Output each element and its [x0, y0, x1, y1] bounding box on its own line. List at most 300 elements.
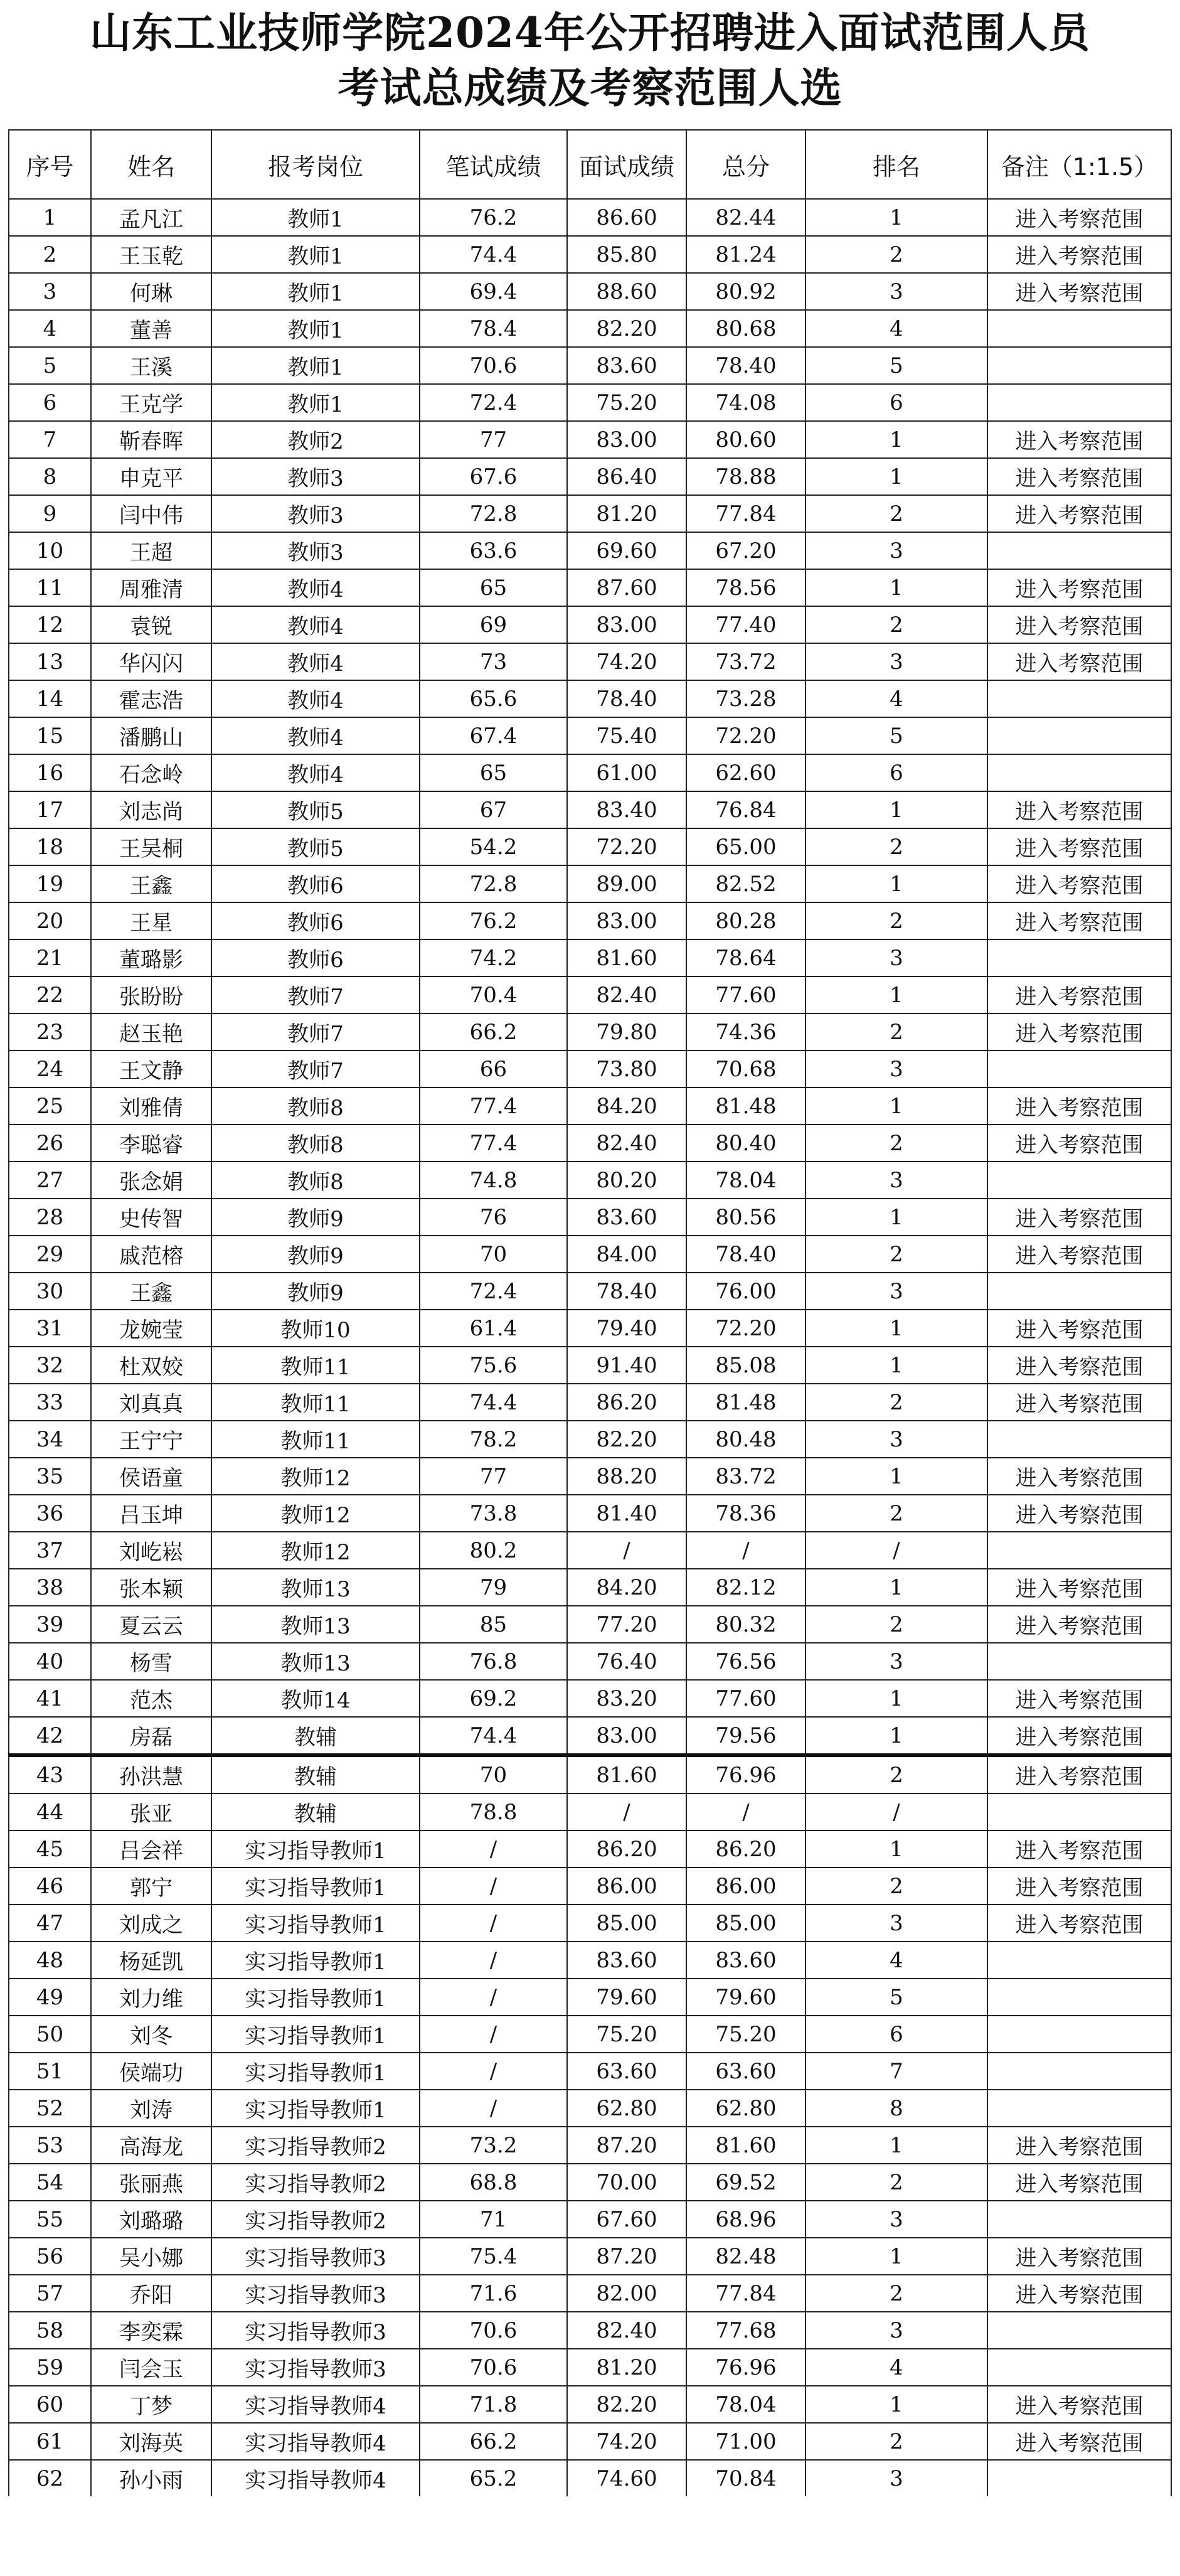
cell-rank: 2: [805, 236, 987, 273]
cell-rank: 1: [805, 421, 987, 458]
cell-rank: /: [805, 1793, 987, 1830]
cell-seq: 41: [9, 1680, 91, 1717]
cell-position: 教师4: [211, 569, 420, 606]
cell-total: 81.24: [686, 236, 805, 273]
table-row: [9, 865, 1171, 902]
cell-total: 78.40: [686, 347, 805, 384]
cell-position: 教辅: [211, 1793, 420, 1830]
cell-remark: [987, 2053, 1171, 2090]
cell-written-score: 61.4: [420, 1310, 567, 1347]
cell-rank: 3: [805, 1162, 987, 1199]
cell-written-score: 78.4: [420, 310, 567, 347]
cell-rank: 2: [805, 1013, 987, 1050]
cell-seq: 45: [9, 1830, 91, 1868]
cell-written-score: 67: [420, 791, 567, 828]
cell-written-score: /: [420, 1905, 567, 1942]
cell-position: 教师10: [211, 1310, 420, 1347]
cell-rank: 2: [805, 2164, 987, 2201]
cell-seq: 55: [9, 2201, 91, 2238]
cell-interview-score: 69.60: [567, 532, 686, 569]
cell-rank: 1: [805, 458, 987, 495]
table-row: [9, 1979, 1171, 2016]
table-row: [9, 2349, 1171, 2386]
cell-name: 王星: [91, 902, 211, 939]
cell-written-score: 72.8: [420, 495, 567, 532]
table-row: [9, 2386, 1171, 2423]
cell-written-score: 76.2: [420, 199, 567, 236]
cell-total: 78.04: [686, 1162, 805, 1199]
cell-name: 吕会祥: [91, 1830, 211, 1868]
cell-seq: 29: [9, 1236, 91, 1273]
cell-seq: 18: [9, 828, 91, 865]
table-row: [9, 532, 1171, 569]
cell-rank: 2: [805, 495, 987, 532]
cell-written-score: 71: [420, 2201, 567, 2238]
cell-name: 刘力维: [91, 1979, 211, 2016]
cell-seq: 62: [9, 2460, 91, 2496]
header-seq: 序号: [9, 130, 91, 199]
cell-name: 夏云云: [91, 1606, 211, 1643]
cell-remark: 进入考察范围: [987, 865, 1171, 902]
cell-interview-score: 80.20: [567, 1162, 686, 1199]
cell-rank: 2: [805, 2275, 987, 2312]
table-row: [9, 1088, 1171, 1125]
cell-remark: 进入考察范围: [987, 1199, 1171, 1236]
cell-written-score: 73: [420, 643, 567, 680]
cell-seq: 35: [9, 1458, 91, 1495]
cell-written-score: 70: [420, 1755, 567, 1793]
cell-total: 80.92: [686, 273, 805, 310]
header-total: 总分: [686, 130, 805, 199]
cell-remark: 进入考察范围: [987, 976, 1171, 1013]
cell-seq: 49: [9, 1979, 91, 2016]
cell-rank: 3: [805, 643, 987, 680]
cell-rank: 1: [805, 1569, 987, 1606]
cell-name: 刘海英: [91, 2423, 211, 2460]
cell-name: 潘鹏山: [91, 717, 211, 754]
cell-written-score: 66: [420, 1050, 567, 1088]
cell-remark: 进入考察范围: [987, 495, 1171, 532]
cell-name: 刘璐璐: [91, 2201, 211, 2238]
cell-seq: 2: [9, 236, 91, 273]
cell-position: 教师3: [211, 495, 420, 532]
cell-rank: 3: [805, 2312, 987, 2349]
table-row: [9, 2016, 1171, 2053]
cell-written-score: 54.2: [420, 828, 567, 865]
cell-total: 76.84: [686, 791, 805, 828]
cell-rank: 2: [805, 1606, 987, 1643]
cell-interview-score: 91.40: [567, 1347, 686, 1384]
cell-remark: 进入考察范围: [987, 1458, 1171, 1495]
cell-seq: 60: [9, 2386, 91, 2423]
cell-interview-score: 70.00: [567, 2164, 686, 2201]
cell-interview-score: 81.20: [567, 2349, 686, 2386]
cell-position: 实习指导教师3: [211, 2312, 420, 2349]
cell-written-score: 66.2: [420, 2423, 567, 2460]
cell-remark: [987, 1942, 1171, 1979]
cell-rank: 5: [805, 1979, 987, 2016]
cell-position: 教师5: [211, 828, 420, 865]
cell-total: 78.40: [686, 1236, 805, 1273]
cell-position: 教师9: [211, 1236, 420, 1273]
cell-interview-score: 82.20: [567, 2386, 686, 2423]
cell-rank: 2: [805, 828, 987, 865]
cell-written-score: 77: [420, 1458, 567, 1495]
cell-position: 教师8: [211, 1125, 420, 1162]
cell-position: 实习指导教师1: [211, 1979, 420, 2016]
table-row: [9, 1532, 1171, 1569]
cell-remark: [987, 680, 1171, 717]
cell-seq: 31: [9, 1310, 91, 1347]
cell-total: 79.60: [686, 1979, 805, 2016]
cell-position: 教师12: [211, 1495, 420, 1532]
cell-interview-score: 83.60: [567, 347, 686, 384]
cell-remark: 进入考察范围: [987, 791, 1171, 828]
cell-name: 刘雅倩: [91, 1088, 211, 1125]
cell-written-score: 80.2: [420, 1532, 567, 1569]
cell-name: 刘冬: [91, 2016, 211, 2053]
cell-total: 74.08: [686, 384, 805, 421]
header-name: 姓名: [91, 130, 211, 199]
cell-interview-score: 75.20: [567, 384, 686, 421]
cell-remark: 进入考察范围: [987, 2238, 1171, 2275]
cell-written-score: 66.2: [420, 1013, 567, 1050]
cell-total: 74.36: [686, 1013, 805, 1050]
cell-seq: 50: [9, 2016, 91, 2053]
cell-total: 80.28: [686, 902, 805, 939]
cell-name: 张本颖: [91, 1569, 211, 1606]
cell-remark: 进入考察范围: [987, 1384, 1171, 1421]
cell-name: 杨延凯: [91, 1942, 211, 1979]
table-row: [9, 2238, 1171, 2275]
cell-position: 教师12: [211, 1532, 420, 1569]
cell-interview-score: 83.00: [567, 421, 686, 458]
cell-rank: 3: [805, 1050, 987, 1088]
cell-rank: 7: [805, 2053, 987, 2090]
cell-position: 实习指导教师2: [211, 2127, 420, 2164]
table-row: [9, 1905, 1171, 1942]
cell-name: 王鑫: [91, 1273, 211, 1310]
cell-rank: 3: [805, 1421, 987, 1458]
cell-written-score: 74.4: [420, 1717, 567, 1755]
cell-position: 实习指导教师2: [211, 2164, 420, 2201]
cell-rank: 6: [805, 754, 987, 791]
cell-name: 侯端功: [91, 2053, 211, 2090]
cell-seq: 25: [9, 1088, 91, 1125]
cell-name: 王玉乾: [91, 236, 211, 273]
cell-position: 教师7: [211, 1013, 420, 1050]
cell-position: 教师13: [211, 1643, 420, 1680]
cell-position: 教师6: [211, 939, 420, 976]
cell-rank: 2: [805, 1755, 987, 1793]
table-row: [9, 1643, 1171, 1680]
cell-interview-score: 73.80: [567, 1050, 686, 1088]
cell-position: 教辅: [211, 1717, 420, 1755]
cell-rank: 1: [805, 1680, 987, 1717]
cell-remark: [987, 754, 1171, 791]
cell-seq: 53: [9, 2127, 91, 2164]
cell-interview-score: 83.20: [567, 1680, 686, 1717]
cell-position: 教师5: [211, 791, 420, 828]
table-row: [9, 1421, 1171, 1458]
cell-seq: 13: [9, 643, 91, 680]
cell-interview-score: 88.20: [567, 1458, 686, 1495]
cell-remark: [987, 2312, 1171, 2349]
cell-name: 石念岭: [91, 754, 211, 791]
cell-remark: 进入考察范围: [987, 1569, 1171, 1606]
header-row: [9, 130, 1171, 199]
cell-rank: 1: [805, 1717, 987, 1755]
cell-remark: 进入考察范围: [987, 2164, 1171, 2201]
table-row: [9, 791, 1171, 828]
cell-remark: 进入考察范围: [987, 828, 1171, 865]
cell-interview-score: 83.00: [567, 902, 686, 939]
cell-seq: 16: [9, 754, 91, 791]
cell-rank: 6: [805, 2016, 987, 2053]
cell-written-score: 69.2: [420, 1680, 567, 1717]
cell-rank: 1: [805, 2127, 987, 2164]
cell-remark: 进入考察范围: [987, 1868, 1171, 1905]
table-row: [9, 2090, 1171, 2127]
cell-interview-score: 86.20: [567, 1384, 686, 1421]
cell-name: 孙小雨: [91, 2460, 211, 2496]
cell-seq: 11: [9, 569, 91, 606]
cell-name: 王宁宁: [91, 1421, 211, 1458]
cell-position: 教师4: [211, 643, 420, 680]
cell-remark: [987, 2460, 1171, 2496]
cell-remark: [987, 384, 1171, 421]
cell-rank: 4: [805, 1942, 987, 1979]
cell-remark: 进入考察范围: [987, 902, 1171, 939]
cell-position: 教师12: [211, 1458, 420, 1495]
cell-seq: 14: [9, 680, 91, 717]
cell-rank: 1: [805, 1199, 987, 1236]
cell-written-score: 68.8: [420, 2164, 567, 2201]
table-row: [9, 976, 1171, 1013]
cell-total: 77.60: [686, 1680, 805, 1717]
cell-total: 82.44: [686, 199, 805, 236]
cell-name: 靳春晖: [91, 421, 211, 458]
cell-remark: [987, 1273, 1171, 1310]
cell-remark: [987, 1050, 1171, 1088]
table-row: [9, 384, 1171, 421]
cell-written-score: 74.4: [420, 236, 567, 273]
cell-remark: [987, 2349, 1171, 2386]
cell-rank: 4: [805, 2349, 987, 2386]
cell-written-score: 70.4: [420, 976, 567, 1013]
cell-seq: 37: [9, 1532, 91, 1569]
cell-position: 实习指导教师3: [211, 2349, 420, 2386]
cell-seq: 3: [9, 273, 91, 310]
cell-total: 85.08: [686, 1347, 805, 1384]
cell-remark: [987, 2201, 1171, 2238]
cell-total: 76.00: [686, 1273, 805, 1310]
cell-seq: 8: [9, 458, 91, 495]
table-row: [9, 236, 1171, 273]
title-line-2: 考试总成绩及考察范围人选: [338, 63, 842, 112]
cell-position: 教师1: [211, 347, 420, 384]
cell-name: 杨雪: [91, 1643, 211, 1680]
cell-written-score: 65: [420, 754, 567, 791]
cell-remark: [987, 310, 1171, 347]
cell-name: 闫中伟: [91, 495, 211, 532]
cell-written-score: 72.4: [420, 1273, 567, 1310]
table-row: [9, 199, 1171, 236]
table-row: [9, 939, 1171, 976]
table-row: [9, 2201, 1171, 2238]
cell-remark: 进入考察范围: [987, 1013, 1171, 1050]
cell-total: 76.96: [686, 2349, 805, 2386]
cell-interview-score: 74.60: [567, 2460, 686, 2496]
cell-position: 教师11: [211, 1384, 420, 1421]
cell-position: 教师11: [211, 1347, 420, 1384]
cell-name: 房磊: [91, 1717, 211, 1755]
cell-position: 教师9: [211, 1273, 420, 1310]
cell-seq: 38: [9, 1569, 91, 1606]
cell-position: 教师1: [211, 384, 420, 421]
cell-total: 70.68: [686, 1050, 805, 1088]
cell-interview-score: 86.00: [567, 1868, 686, 1905]
cell-interview-score: 83.40: [567, 791, 686, 828]
cell-name: 赵玉艳: [91, 1013, 211, 1050]
cell-interview-score: 74.20: [567, 643, 686, 680]
cell-remark: 进入考察范围: [987, 1347, 1171, 1384]
cell-position: 实习指导教师3: [211, 2275, 420, 2312]
cell-written-score: 63.6: [420, 532, 567, 569]
cell-name: 王文静: [91, 1050, 211, 1088]
table-row: [9, 347, 1171, 384]
cell-interview-score: 86.60: [567, 199, 686, 236]
cell-position: 教师4: [211, 717, 420, 754]
cell-position: 教师6: [211, 865, 420, 902]
cell-written-score: 67.6: [420, 458, 567, 495]
cell-remark: 进入考察范围: [987, 1606, 1171, 1643]
cell-total: 77.40: [686, 606, 805, 643]
table-row: [9, 1273, 1171, 1310]
table-row: [9, 1680, 1171, 1717]
table-row: [9, 2127, 1171, 2164]
cell-position: 教师3: [211, 532, 420, 569]
table-row: [9, 2312, 1171, 2349]
cell-position: 教师8: [211, 1088, 420, 1125]
cell-rank: 2: [805, 902, 987, 939]
cell-interview-score: 84.20: [567, 1569, 686, 1606]
cell-interview-score: 79.80: [567, 1013, 686, 1050]
cell-total: 70.84: [686, 2460, 805, 2496]
cell-position: 教师4: [211, 606, 420, 643]
cell-remark: 进入考察范围: [987, 421, 1171, 458]
table-row: [9, 717, 1171, 754]
cell-rank: 2: [805, 1868, 987, 1905]
cell-total: 80.68: [686, 310, 805, 347]
cell-rank: 1: [805, 1088, 987, 1125]
table-row: [9, 273, 1171, 310]
cell-total: 77.68: [686, 2312, 805, 2349]
cell-total: 78.36: [686, 1495, 805, 1532]
cell-rank: 2: [805, 1384, 987, 1421]
cell-remark: 进入考察范围: [987, 458, 1171, 495]
table-row: [9, 1013, 1171, 1050]
cell-position: 教师2: [211, 421, 420, 458]
cell-rank: 2: [805, 2423, 987, 2460]
cell-interview-score: 86.40: [567, 458, 686, 495]
cell-total: 82.12: [686, 1569, 805, 1606]
cell-name: 侯语童: [91, 1458, 211, 1495]
cell-rank: 2: [805, 1125, 987, 1162]
cell-rank: 3: [805, 2460, 987, 2496]
cell-interview-score: 77.20: [567, 1606, 686, 1643]
cell-remark: [987, 1793, 1171, 1830]
cell-written-score: 67.4: [420, 717, 567, 754]
cell-seq: 30: [9, 1273, 91, 1310]
cell-seq: 47: [9, 1905, 91, 1942]
cell-seq: 39: [9, 1606, 91, 1643]
cell-written-score: 72.8: [420, 865, 567, 902]
cell-position: 教辅: [211, 1755, 420, 1793]
cell-seq: 22: [9, 976, 91, 1013]
cell-seq: 59: [9, 2349, 91, 2386]
cell-interview-score: 74.20: [567, 2423, 686, 2460]
cell-remark: [987, 717, 1171, 754]
cell-written-score: /: [420, 2053, 567, 2090]
cell-written-score: 78.8: [420, 1793, 567, 1830]
cell-seq: 24: [9, 1050, 91, 1088]
table-row: [9, 1347, 1171, 1384]
cell-interview-score: 83.00: [567, 606, 686, 643]
cell-position: 实习指导教师1: [211, 1905, 420, 1942]
cell-total: 80.48: [686, 1421, 805, 1458]
cell-remark: 进入考察范围: [987, 2386, 1171, 2423]
cell-written-score: 69.4: [420, 273, 567, 310]
cell-remark: [987, 532, 1171, 569]
cell-name: 董善: [91, 310, 211, 347]
cell-rank: 3: [805, 1273, 987, 1310]
cell-rank: 3: [805, 532, 987, 569]
cell-seq: 52: [9, 2090, 91, 2127]
cell-total: 75.20: [686, 2016, 805, 2053]
cell-remark: 进入考察范围: [987, 2127, 1171, 2164]
cell-rank: 4: [805, 680, 987, 717]
cell-name: 刘成之: [91, 1905, 211, 1942]
cell-remark: [987, 2016, 1171, 2053]
table-row: [9, 1125, 1171, 1162]
cell-total: 86.00: [686, 1868, 805, 1905]
cell-seq: 42: [9, 1717, 91, 1755]
cell-total: 78.04: [686, 2386, 805, 2423]
cell-position: 实习指导教师2: [211, 2201, 420, 2238]
cell-name: 刘志尚: [91, 791, 211, 828]
cell-name: 张盼盼: [91, 976, 211, 1013]
cell-interview-score: 88.60: [567, 273, 686, 310]
cell-total: 83.72: [686, 1458, 805, 1495]
table-row: [9, 1495, 1171, 1532]
cell-seq: 32: [9, 1347, 91, 1384]
cell-total: 68.96: [686, 2201, 805, 2238]
cell-name: 王鑫: [91, 865, 211, 902]
cell-written-score: 77: [420, 421, 567, 458]
cell-total: 82.52: [686, 865, 805, 902]
cell-interview-score: 82.20: [567, 1421, 686, 1458]
cell-total: /: [686, 1532, 805, 1569]
cell-written-score: 71.8: [420, 2386, 567, 2423]
cell-seq: 51: [9, 2053, 91, 2090]
cell-written-score: 76.2: [420, 902, 567, 939]
cell-written-score: 75.4: [420, 2238, 567, 2275]
table-row: [9, 2275, 1171, 2312]
cell-written-score: /: [420, 2016, 567, 2053]
cell-position: 实习指导教师1: [211, 2090, 420, 2127]
table-row: [9, 643, 1171, 680]
